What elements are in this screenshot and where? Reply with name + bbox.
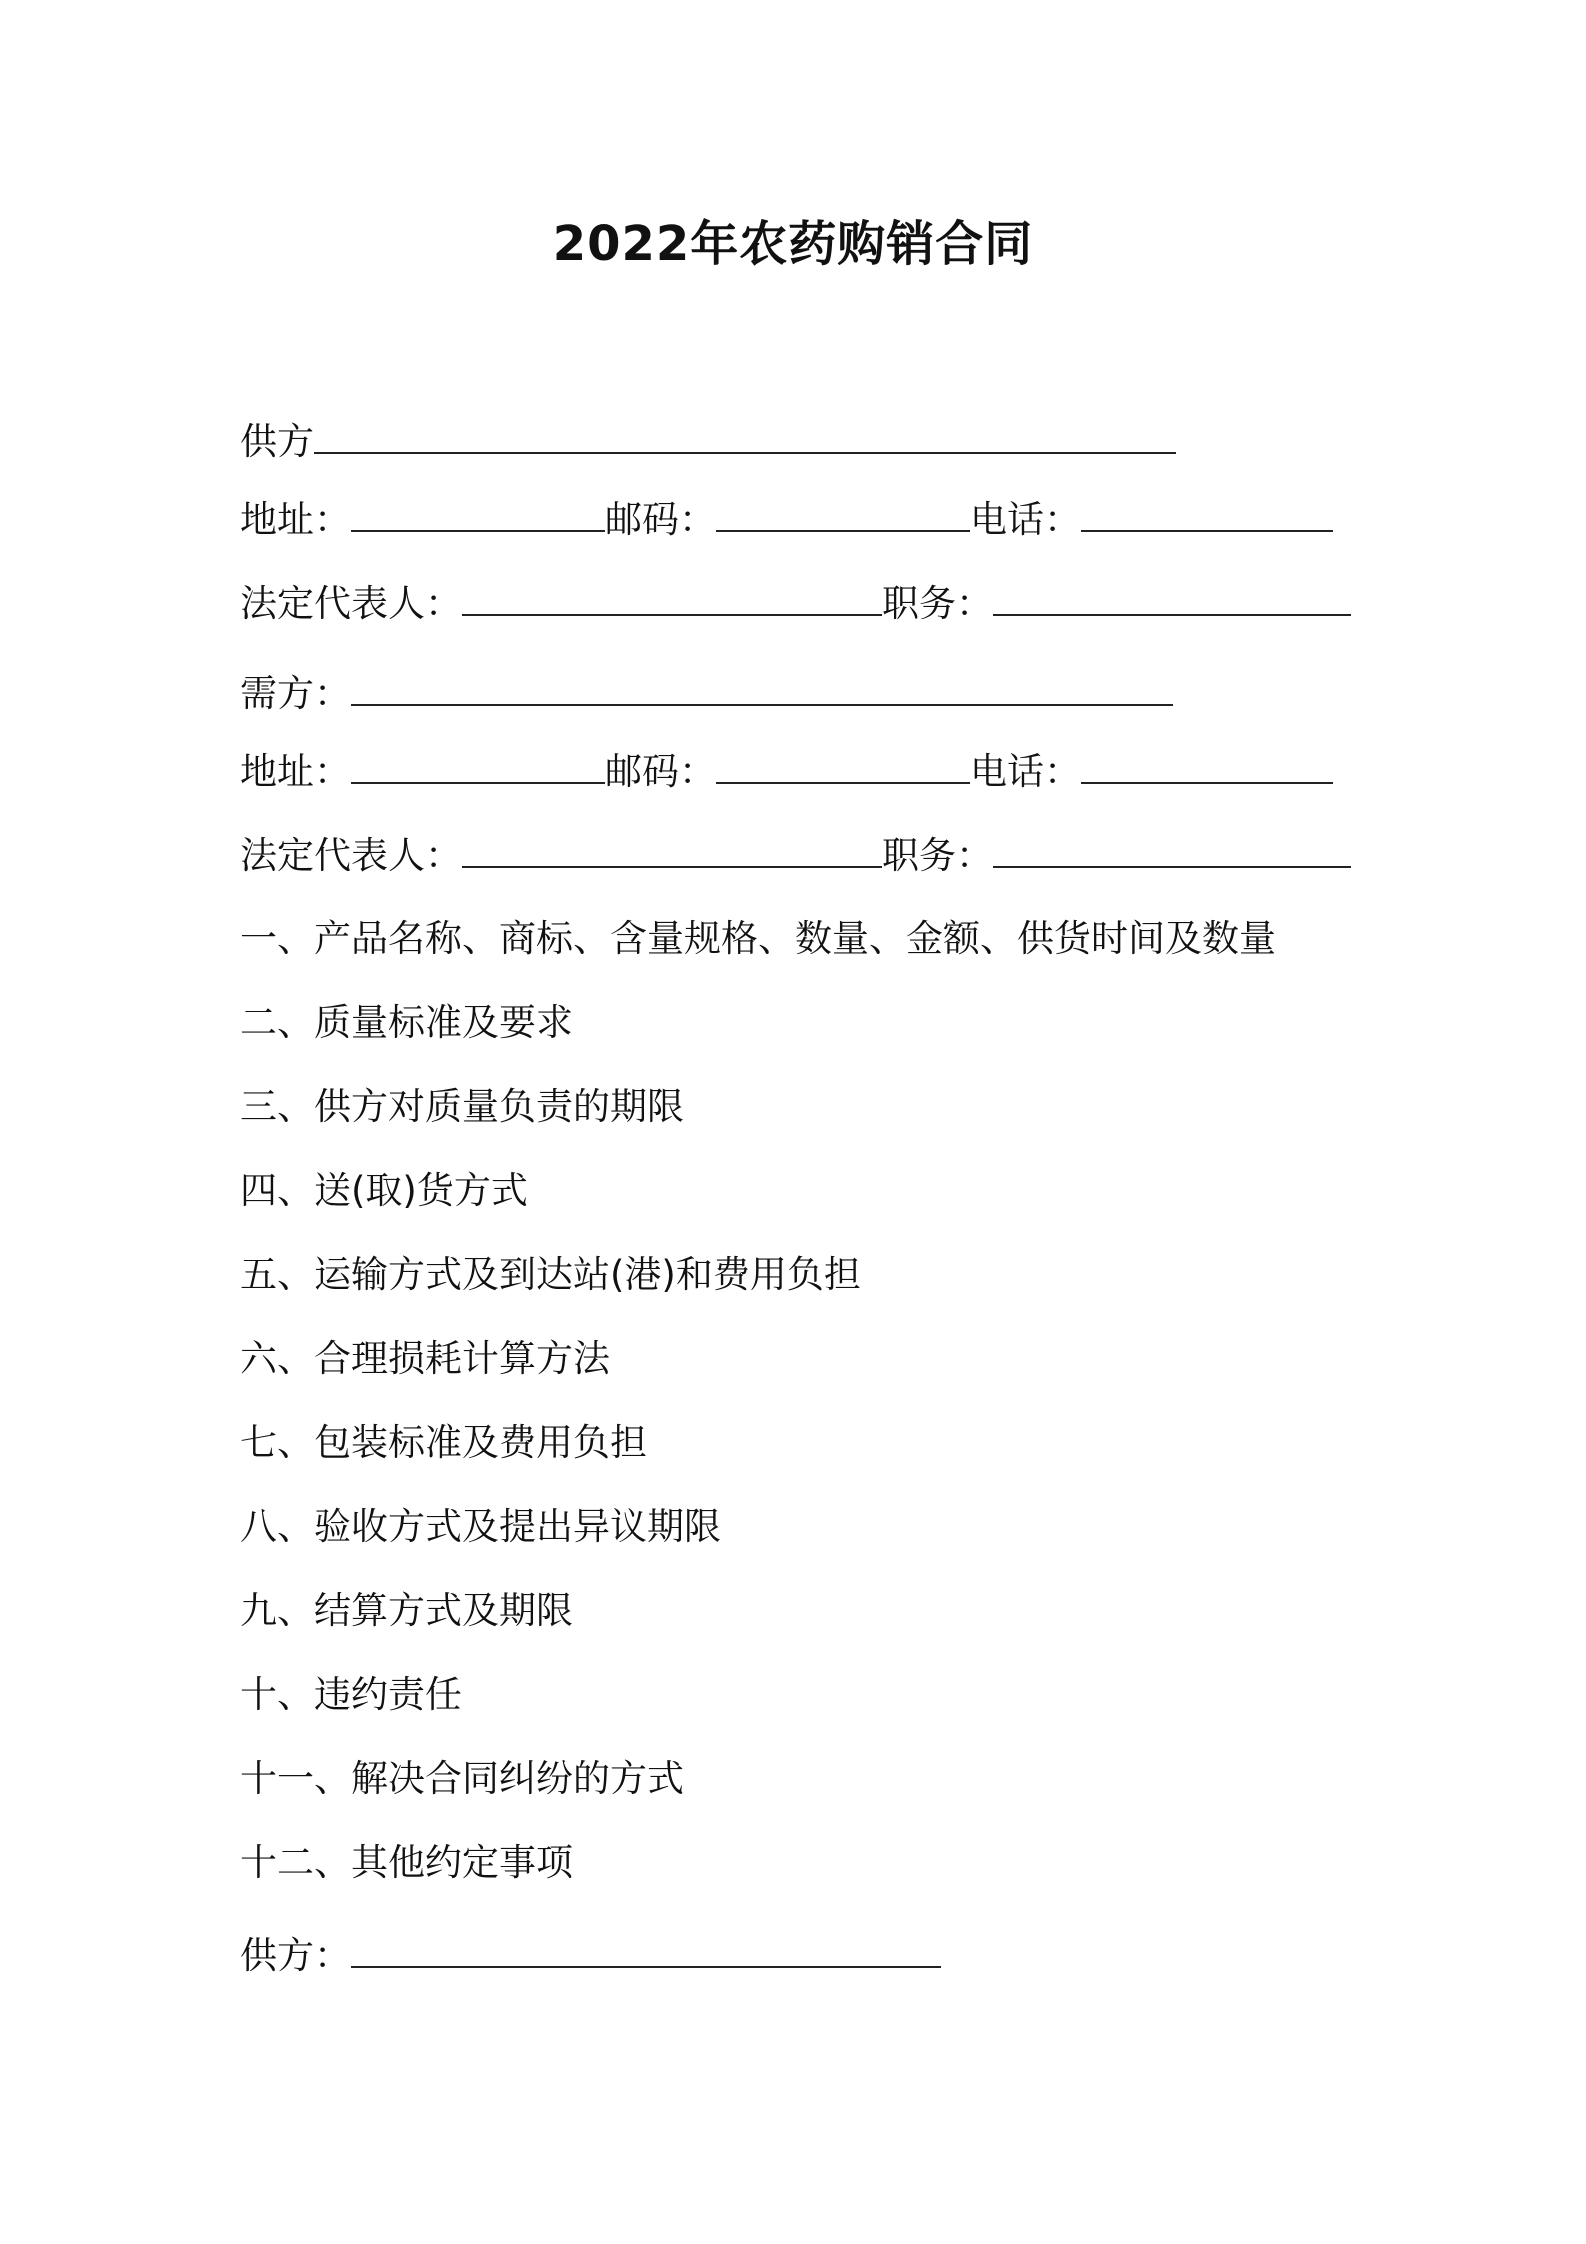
supplier-name-blank[interactable] [314,416,1176,454]
clause-7: 七、包装标准及费用负担 [240,1421,647,1464]
clause-1: 一、产品名称、商标、含量规格、数量、金额、供货时间及数量 [240,917,1276,960]
supplier-position-label: 职务： [882,582,993,625]
supplier-rep-line [240,578,1351,629]
buyer-line [240,668,1173,719]
supplier-line [240,416,1176,467]
supplier-address-label: 地址： [240,498,351,541]
buyer-postcode-label: 邮码： [605,750,716,793]
signature-supplier-label: 供方： [240,1934,351,1977]
buyer-address-blank[interactable] [351,746,605,784]
supplier-contact-line [240,494,1333,545]
buyer-address-label: 地址： [240,750,351,793]
buyer-contact-line [240,746,1333,797]
buyer-rep-blank[interactable] [462,830,882,868]
signature-supplier-blank[interactable] [351,1930,941,1968]
signature-supplier-line [240,1930,941,1981]
clause-11: 十一、解决合同纠纷的方式 [240,1757,684,1800]
clause-8: 八、验收方式及提出异议期限 [240,1505,721,1548]
clause-10: 十、违约责任 [240,1673,462,1716]
supplier-rep-blank[interactable] [462,578,882,616]
clause-5: 五、运输方式及到达站(港)和费用负担 [240,1253,861,1296]
supplier-label: 供方 [240,420,314,463]
buyer-postcode-blank[interactable] [716,746,970,784]
supplier-rep-label: 法定代表人： [240,582,462,625]
buyer-position-blank[interactable] [993,830,1351,868]
buyer-position-label: 职务： [882,834,993,877]
buyer-rep-line [240,830,1351,881]
buyer-phone-label: 电话： [970,750,1081,793]
buyer-phone-blank[interactable] [1081,746,1333,784]
clause-4: 四、送(取)货方式 [240,1169,528,1212]
clause-12: 十二、其他约定事项 [240,1841,573,1884]
supplier-phone-blank[interactable] [1081,494,1333,532]
buyer-name-blank[interactable] [351,668,1173,706]
buyer-rep-label: 法定代表人： [240,834,462,877]
clause-2: 二、质量标准及要求 [240,1001,573,1044]
document-title: 2022年农药购销合同 [552,216,1034,272]
supplier-postcode-label: 邮码： [605,498,716,541]
supplier-phone-label: 电话： [970,498,1081,541]
clause-9: 九、结算方式及期限 [240,1589,573,1632]
supplier-position-blank[interactable] [993,578,1351,616]
clause-6: 六、合理损耗计算方法 [240,1337,610,1380]
supplier-address-blank[interactable] [351,494,605,532]
clause-3: 三、供方对质量负责的期限 [240,1085,684,1128]
supplier-postcode-blank[interactable] [716,494,970,532]
buyer-label: 需方： [240,672,351,715]
